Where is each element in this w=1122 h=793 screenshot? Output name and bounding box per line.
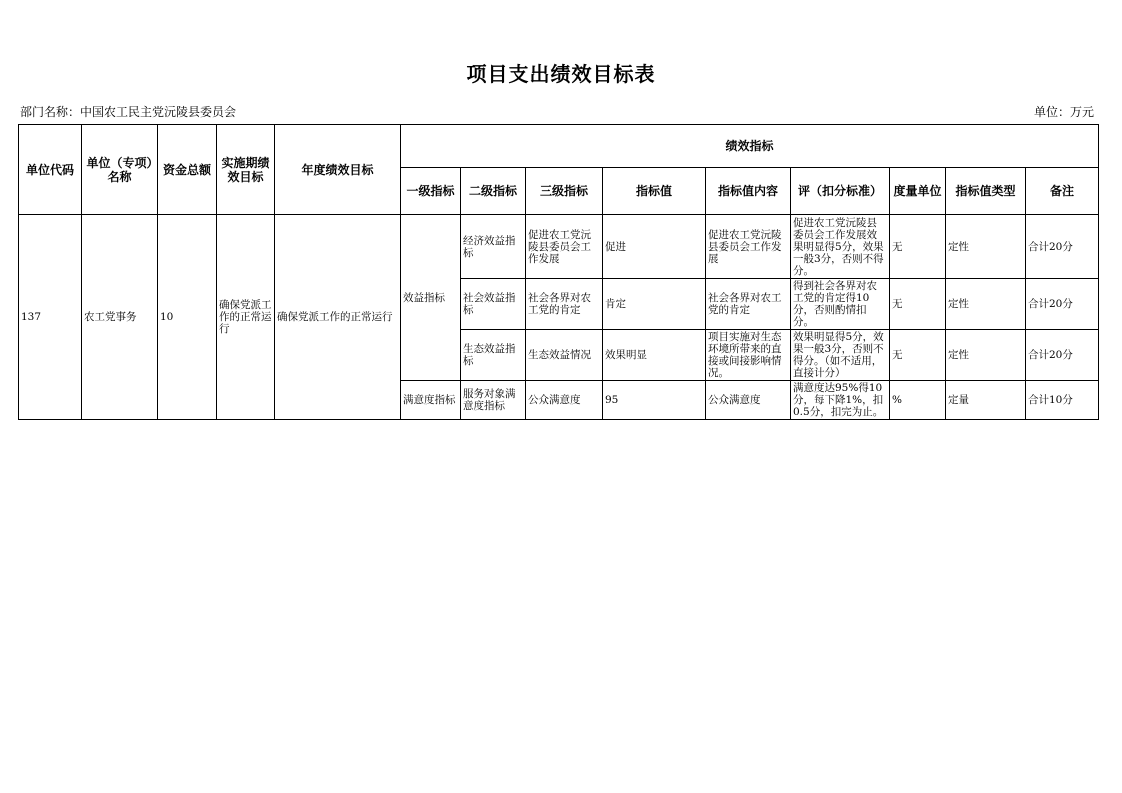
cell-unit-name: 农工党事务 [82,215,158,420]
cell-value-content: 促进农工党沅陵县委员会工作发展 [706,215,791,279]
cell-value: 肯定 [603,279,706,330]
cell-level2: 生态效益指标 [461,330,526,381]
performance-target-table [18,124,1099,420]
table-row [19,215,1099,279]
cell-value: 效果明显 [603,330,706,381]
cell-measure-unit: 无 [890,215,946,279]
cell-level2: 服务对象满意度指标 [461,381,526,420]
cell-value-type: 定性 [946,330,1026,381]
cell-value-content: 社会各界对农工党的肯定 [706,279,791,330]
cell-period-goal: 确保党派工作的正常运行 [217,215,275,420]
cell-value-type: 定性 [946,279,1026,330]
page-title: 项目支出绩效目标表 [466,62,656,86]
header-unit-code: 单位代码 [19,125,82,215]
header-total-funds: 资金总额 [158,125,217,215]
currency-unit: 单位：万元 [1033,105,1094,119]
cell-level3: 社会各界对农工党的肯定 [526,279,603,330]
cell-level2: 社会效益指标 [461,279,526,330]
cell-level1: 效益指标 [401,215,461,381]
cell-level3: 促进农工党沅陵县委员会工作发展 [526,215,603,279]
header-scoring: 评（扣分标准） [791,168,890,215]
cell-value: 95 [603,381,706,420]
cell-value-content: 项目实施对生态环境所带来的直接或间接影响情况。 [706,330,791,381]
header-level3: 三级指标 [526,168,603,215]
header-unit-name: 单位（专项）名称 [82,125,158,215]
cell-scoring: 满意度达95%得10分，每下降1%，扣0.5分，扣完为止。 [791,381,890,420]
cell-measure-unit: 无 [890,279,946,330]
cell-remark: 合计20分 [1026,215,1099,279]
header-value-type: 指标值类型 [946,168,1026,215]
header-measure-unit: 度量单位 [890,168,946,215]
cell-measure-unit: 无 [890,330,946,381]
cell-annual-goal: 确保党派工作的正常运行 [275,215,401,420]
cell-total-funds: 10 [158,215,217,420]
cell-scoring: 得到社会各界对农工党的肯定得10分，否则酌情扣分。 [791,279,890,330]
cell-value-type: 定性 [946,215,1026,279]
cell-unit-code: 137 [19,215,82,420]
cell-value-content: 公众满意度 [706,381,791,420]
cell-remark: 合计20分 [1026,279,1099,330]
cell-scoring: 效果明显得5分，效果一般3分，否则不得分。（如不适用，直接计分） [791,330,890,381]
cell-level2: 经济效益指标 [461,215,526,279]
cell-level3: 公众满意度 [526,381,603,420]
header-remark: 备注 [1026,168,1099,215]
header-level1: 一级指标 [401,168,461,215]
cell-level1: 满意度指标 [401,381,461,420]
cell-remark: 合计20分 [1026,330,1099,381]
header-level2: 二级指标 [461,168,526,215]
header-period-goal: 实施期绩效目标 [217,125,275,215]
cell-remark: 合计10分 [1026,381,1099,420]
header-row-1 [19,125,1099,168]
header-indicators: 绩效指标 [401,125,1099,168]
department-name: 部门名称：中国农工民主党沅陵县委员会 [20,105,237,119]
cell-scoring: 促进农工党沅陵县委员会工作发展效果明显得5分，效果一般3分，否则不得分。 [791,215,890,279]
cell-value: 促进 [603,215,706,279]
cell-value-type: 定量 [946,381,1026,420]
cell-level3: 生态效益情况 [526,330,603,381]
header-value-content: 指标值内容 [706,168,791,215]
cell-measure-unit: % [890,381,946,420]
header-value: 指标值 [603,168,706,215]
header-annual-goal: 年度绩效目标 [275,125,401,215]
